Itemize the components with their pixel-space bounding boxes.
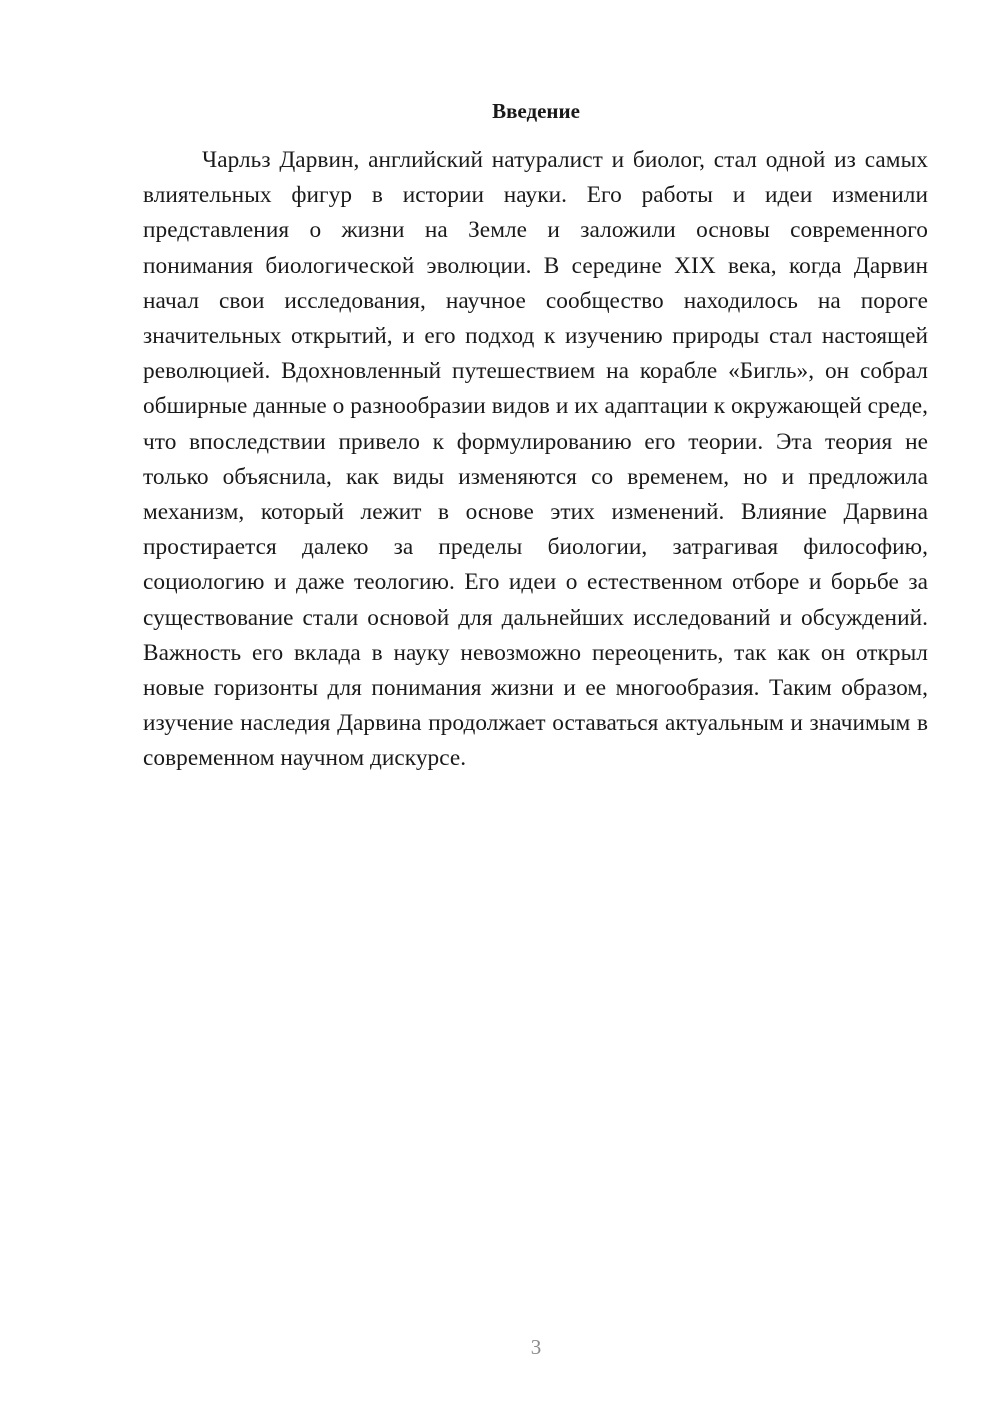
section-heading: Введение bbox=[492, 99, 580, 123]
body-paragraph: Чарльз Дарвин, английский натуралист и биолог, стал одной из самых влиятельных фигур в истории науки. Его работы и идеи изменили представления о жизни на Земле и заложили основы современного понимания биологической эволюции. В середине XIX века, когда Дарвин начал свои исследования, научное сообщество находилось на пороге значительных открытий, и его подход к изучению природы стал настоящей революцией. Вдохновленный путешествием на корабле «Бигль», он собрал обширные данные о разнообразии видов и их адаптации к окружающей среде, что впоследствии привело к формулированию его теории. Эта теория не только объяснила, как виды изменяются со временем, но и предложила механизм, который лежит в основе этих изменений. Влияние Дарвина простирается далеко за пределы биологии, затрагивая философию, социологию и даже теологию. Его идеи о естественном отборе и борьбе за существование стали основой для дальнейших исследований и обсуждений. Важность его вклада в науку невозможно переоценить, так как он открыл новые горизонты для понимания жизни и ее многообразия. Таким образом, изучение наследия Дарвина продолжает оставаться актуальным и значимым в современном научном дискурсе. bbox=[143, 147, 928, 772]
page-number: 3 bbox=[530, 1335, 542, 1359]
